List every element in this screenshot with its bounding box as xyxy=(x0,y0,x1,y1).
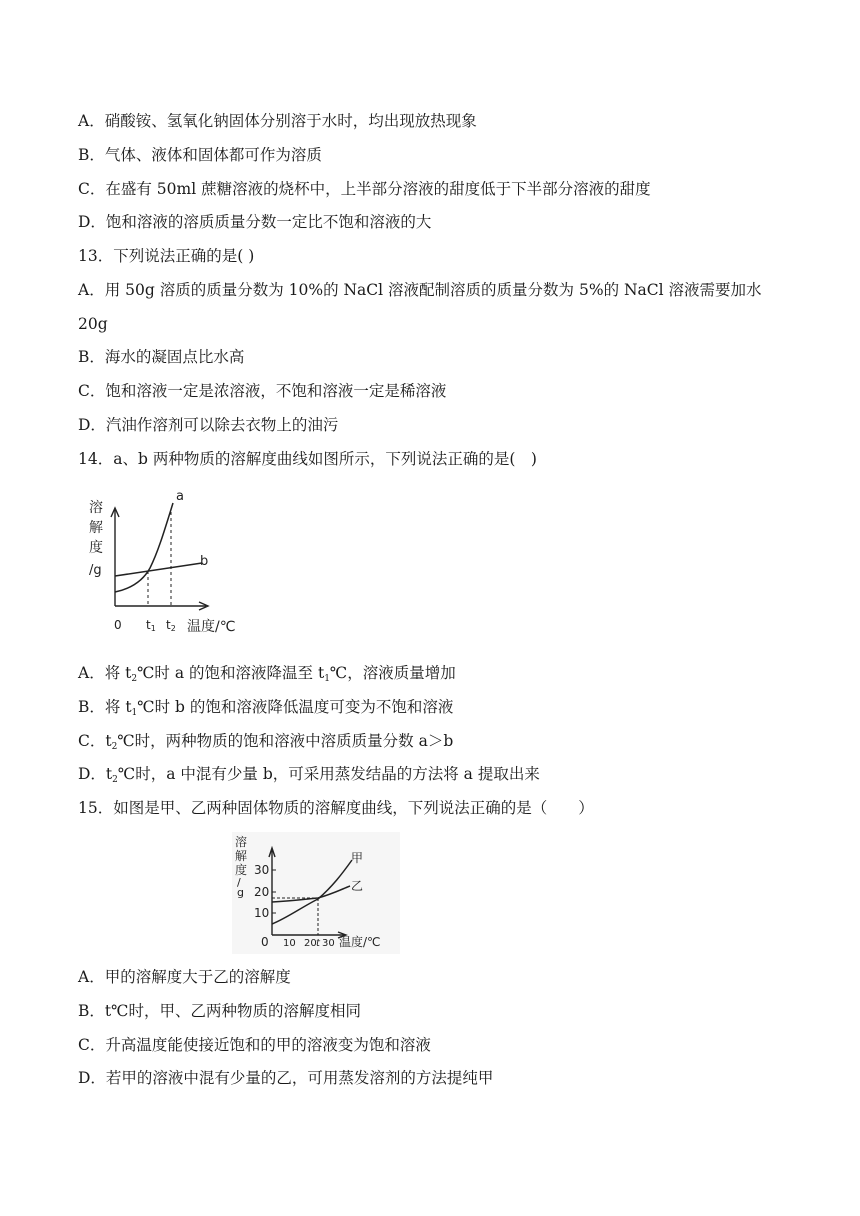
q15-xtick-label-10: 10 xyxy=(283,938,296,949)
q14-xlabel: 温度/℃ xyxy=(187,619,236,635)
q15-xtick-label-30: 30 xyxy=(322,938,335,949)
q15-ylabel-3: 度 xyxy=(235,863,248,877)
q14-t1-label: t1 xyxy=(146,618,156,633)
q14-stem: 14．a、b 两种物质的溶解度曲线如图所示，下列说法正确的是( ) xyxy=(78,450,537,468)
q14-ylabel-2: 解 xyxy=(89,520,103,536)
q14-option-c: C．$t_2℃$时，两种物质的饱和溶液中溶质质量分数 a＞b xyxy=(78,732,454,752)
q14-curve-b-label: b xyxy=(200,554,209,569)
q13-option-a-line1: A．用 50g 溶质的质量分数为 10%的 NaCl 溶液配制溶质的质量分数为 5%的 NaCl 溶液需要加水 xyxy=(78,281,762,299)
q15-option-b: B．t℃时，甲、乙两种物质的溶解度相同 xyxy=(78,1002,361,1020)
q13-option-d: D．汽油作溶剂可以除去衣物上的油污 xyxy=(78,416,339,434)
q13-option-c: C．饱和溶液一定是浓溶液，不饱和溶液一定是稀溶液 xyxy=(78,382,447,400)
q15-origin-label: 0 xyxy=(261,935,269,949)
q15-option-d: D．若甲的溶液中混有少量的乙，可用蒸发溶剂的方法提纯甲 xyxy=(78,1069,494,1087)
q15-curve-yi-label: 乙 xyxy=(351,879,364,893)
q14-option-b: B．将 $t_1℃$时 b 的饱和溶液降低温度可变为不饱和溶液 xyxy=(78,698,454,718)
q15-ytick-label-30: 30 xyxy=(254,863,270,877)
q14-curve-b xyxy=(115,563,202,576)
q15-ylabel-1: 溶 xyxy=(235,835,248,849)
q15-xlabel: 温度/℃ xyxy=(339,935,381,949)
q14-curve-a-label: a xyxy=(176,489,184,504)
q15-ylabel-5: g xyxy=(237,886,244,899)
q15-option-c: C．升高温度能使接近饱和的甲的溶液变为饱和溶液 xyxy=(78,1036,431,1054)
q14-option-a: A．将 $t_2℃$时 a 的饱和溶液降温至 $t_1℃$，溶液质量增加 xyxy=(78,664,456,684)
q14-solubility-figure xyxy=(84,484,244,638)
q13-option-a-line2: 20g xyxy=(78,315,108,333)
q15-xtick-label-t: t xyxy=(316,938,320,949)
q15-stem: 15．如图是甲、乙两种固体物质的溶解度曲线，下列说法正确的是（ ） xyxy=(78,799,594,817)
q15-ylabel-4: / xyxy=(237,876,241,889)
q15-ylabel-2: 解 xyxy=(235,849,248,863)
q14-ylabel-3: 度 xyxy=(89,540,103,556)
q14-origin-label: 0 xyxy=(114,618,122,632)
q13-stem: 13．下列说法正确的是( ) xyxy=(78,247,255,265)
q12-option-d: D．饱和溶液的溶质质量分数一定比不饱和溶液的大 xyxy=(78,213,432,231)
q15-xtick-label-20: 20 xyxy=(304,938,317,949)
q13-option-b: B．海水的凝固点比水高 xyxy=(78,348,245,366)
q12-option-b: B．气体、液体和固体都可作为溶质 xyxy=(78,146,322,164)
q14-ylabel-4: /g xyxy=(89,563,102,578)
q14-option-d: D．$t_2℃$时，a 中混有少量 b，可采用蒸发结晶的方法将 a 提取出来 xyxy=(78,765,540,785)
q15-ytick-label-20: 20 xyxy=(254,885,270,899)
q14-t2-label: t2 xyxy=(166,618,176,633)
q15-curve-jia-label: 甲 xyxy=(351,851,364,865)
q14-ylabel-1: 溶 xyxy=(89,500,103,516)
q15-ytick-label-10: 10 xyxy=(254,906,270,920)
q15-option-a: A．甲的溶解度大于乙的溶解度 xyxy=(78,968,291,986)
q12-option-c: C．在盛有 50ml 蔗糖溶液的烧杯中，上半部分溶液的甜度低于下半部分溶液的甜度 xyxy=(78,180,651,198)
q15-solubility-figure xyxy=(232,832,400,954)
q12-option-a: A．硝酸铵、氢氧化钠固体分别溶于水时，均出现放热现象 xyxy=(78,112,477,130)
q14-curve-a xyxy=(115,503,173,592)
